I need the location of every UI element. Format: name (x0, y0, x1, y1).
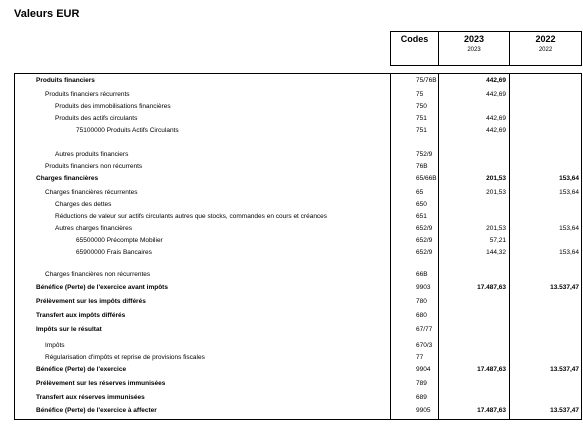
row-value-2022: 13.537,47 (550, 366, 579, 373)
row-label: Charges financières non récurrentes (45, 271, 151, 278)
row-value-2022: 153,64 (559, 249, 579, 256)
row-value-2023: 57,21 (489, 237, 506, 244)
table-row (14, 149, 582, 161)
year-2023-header-label: 2023 (463, 34, 485, 44)
table-row (14, 364, 582, 376)
row-code: 751 (416, 127, 427, 134)
row-value-2023: 17.487,63 (477, 366, 506, 373)
row-label: Bénéfice (Perte) de l'exercice à affecter (36, 407, 157, 414)
table-row (14, 235, 582, 247)
row-code: 650 (416, 201, 427, 208)
row-label: Autres charges financières (55, 225, 132, 232)
row-code: 75/76B (416, 77, 437, 84)
table-row (14, 161, 582, 173)
row-code: 752/9 (416, 151, 433, 158)
row-value-2022: 13.537,47 (550, 407, 579, 414)
row-label: Prélèvement sur les réserves immunisées (36, 380, 166, 387)
year-2022-header-sublabel: 2022 (538, 47, 553, 53)
table-row (14, 187, 582, 199)
table-row (14, 392, 582, 404)
table-row (14, 223, 582, 235)
row-value-2023: 17.487,63 (477, 407, 506, 414)
table-row (14, 378, 582, 390)
row-code: 9903 (416, 284, 431, 291)
row-label: Produits des actifs circulants (55, 115, 138, 122)
codes-header-label: Codes (400, 34, 429, 44)
row-value-2023: 442,69 (486, 77, 506, 84)
year-2022-header-label: 2022 (535, 34, 556, 44)
table-row (14, 125, 582, 137)
row-code: 750 (416, 103, 427, 110)
table-row (14, 75, 582, 87)
row-code: 76B (416, 163, 428, 170)
row-label: Impôts (45, 342, 65, 349)
row-label: Réductions de valeur sur actifs circulants autres que stocks, commandes en cours et créances (55, 213, 328, 220)
row-code: 75 (416, 91, 424, 98)
table-row (14, 89, 582, 101)
year-2023-column-header (438, 31, 510, 66)
table-row (14, 101, 582, 113)
row-label: Charges des dettes (55, 201, 112, 208)
row-code: 9905 (416, 407, 431, 414)
row-label: Prélèvement sur les impôts différés (36, 298, 146, 305)
row-value-2023: 17.487,63 (477, 284, 506, 291)
row-code: 651 (416, 213, 427, 220)
row-label: Produits financiers récurrents (45, 91, 130, 98)
row-value-2022: 153,64 (559, 175, 579, 182)
row-value-2023: 201,53 (486, 189, 506, 196)
row-code: 652/9 (416, 237, 433, 244)
row-value-2022: 153,64 (559, 225, 579, 232)
row-value-2023: 442,69 (486, 115, 506, 122)
table-row (14, 211, 582, 223)
row-value-2023: 201,53 (486, 225, 506, 232)
row-label: Régularisation d'impôts et reprise de provisions fiscales (45, 354, 205, 361)
row-label: 75100000 Produits Actifs Circulants (76, 127, 179, 134)
table-row (14, 405, 582, 417)
table-row (14, 199, 582, 211)
table-row (14, 352, 582, 364)
table-row (14, 340, 582, 352)
row-code: 66B (416, 271, 428, 278)
row-code: 751 (416, 115, 427, 122)
row-code: 689 (416, 394, 427, 401)
table-row (14, 310, 582, 322)
row-value-2023: 201,53 (486, 175, 506, 182)
row-code: 65 (416, 189, 424, 196)
row-code: 789 (416, 380, 427, 387)
row-label: Bénéfice (Perte) de l'exercice avant impôts (36, 284, 168, 291)
row-label: 65900000 Frais Bancaires (76, 249, 152, 256)
row-value-2023: 144,32 (486, 249, 506, 256)
row-value-2023: 442,69 (486, 127, 506, 134)
row-code: 9904 (416, 366, 431, 373)
row-value-2023: 442,69 (486, 91, 506, 98)
row-code: 680 (416, 312, 427, 319)
row-code: 67/77 (416, 326, 433, 333)
row-code: 652/9 (416, 249, 433, 256)
row-code: 65/66B (416, 175, 437, 182)
row-label: Transfert aux réserves immunisées (36, 394, 145, 401)
table-row (14, 324, 582, 336)
row-label: Charges financières récurrentes (45, 189, 138, 196)
row-label: Bénéfice (Perte) de l'exercice (36, 366, 127, 373)
year-2023-header-sublabel: 2023 (467, 47, 481, 53)
row-label: Produits financiers non récurrents (45, 163, 143, 170)
row-code: 670/3 (416, 342, 433, 349)
codes-column-header (390, 31, 439, 66)
table-row (14, 296, 582, 308)
table-row (14, 247, 582, 259)
table-row (14, 173, 582, 185)
page-title: Valeurs EUR (14, 8, 80, 20)
row-code: 780 (416, 298, 427, 305)
row-label: Produits des immobilisations financières (55, 103, 171, 110)
row-code: 652/9 (416, 225, 433, 232)
row-label: Charges financières (36, 175, 99, 182)
table-row (14, 282, 582, 294)
row-label: Impôts sur le résultat (36, 326, 102, 333)
row-code: 77 (416, 354, 424, 361)
row-label: Produits financiers (36, 77, 95, 84)
row-value-2022: 153,64 (559, 189, 579, 196)
table-row (14, 269, 582, 281)
row-label: Transfert aux impôts différés (36, 312, 126, 319)
row-label: Autres produits financiers (55, 151, 129, 158)
table-row (14, 113, 582, 125)
row-value-2022: 13.537,47 (550, 284, 579, 291)
row-label: 65500000 Précompte Mobilier (76, 237, 163, 244)
year-2022-column-header (509, 31, 582, 66)
